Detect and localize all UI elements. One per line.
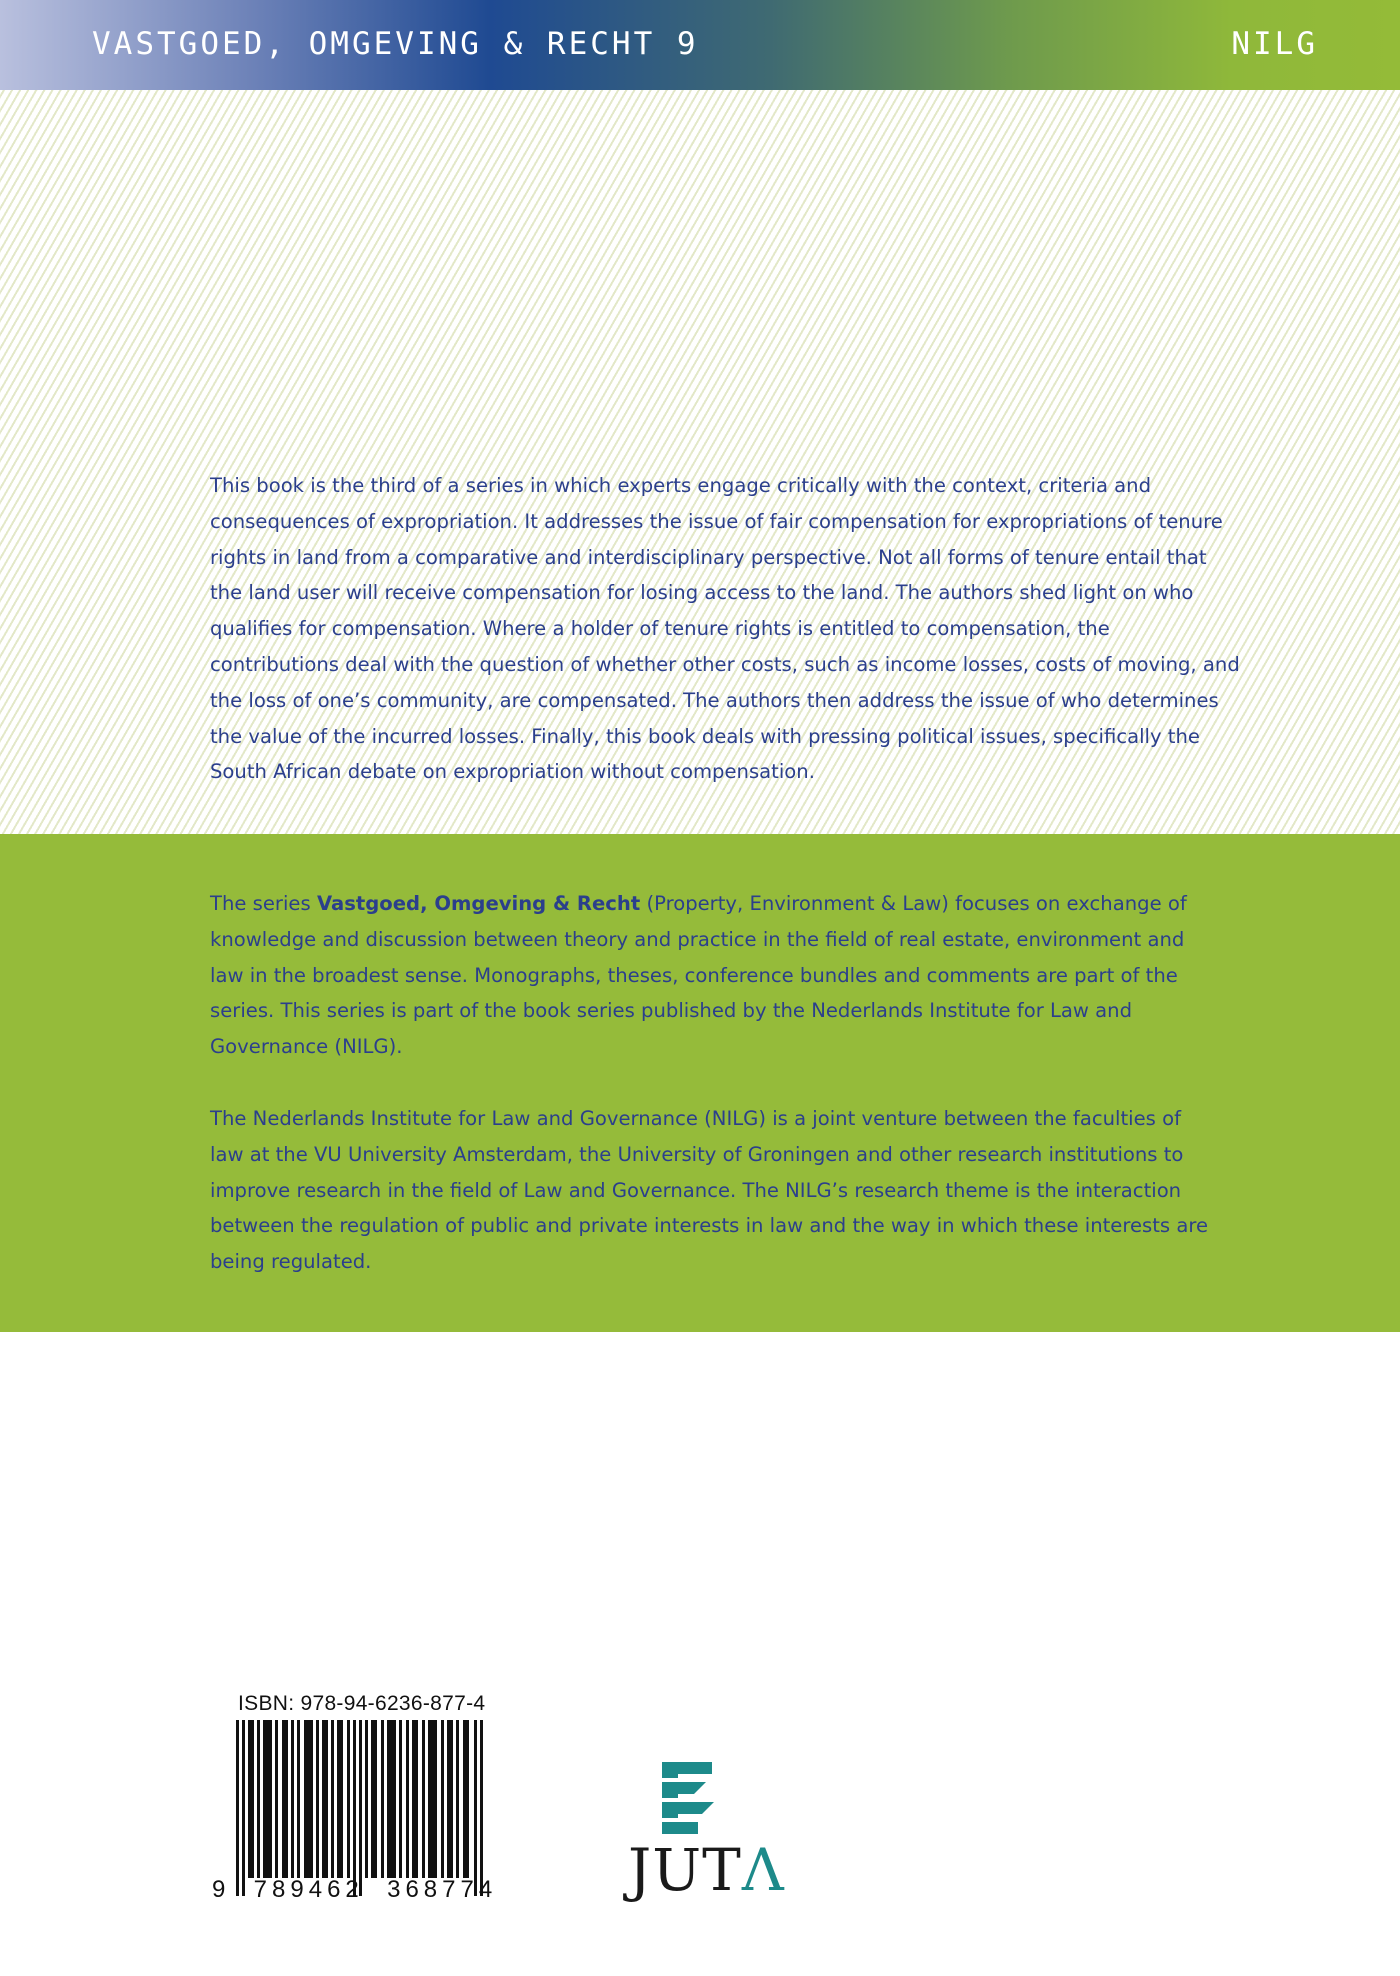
barcode-icon (236, 1720, 486, 1896)
header-bar (0, 0, 1400, 90)
series-description-lead: The series (210, 892, 317, 915)
book-description: This book is the third of a series in which experts engage critically with the context, criteria and consequences of expropriation. It addresses the issue of fair compensation for expropriations of tenure rights in land from a comparative and interdisciplinary perspective. Not all forms of tenure entail that the land user will receive compensation for losing access to the land. The authors shed light on who qualifies for compensation. Where a holder of tenure rights is entitled to compensation, the contributions deal with the question of whether other costs, such as income losses, costs of moving, and the loss of one’s community, are compensated. The authors then address the issue of who determines the value of the incurred losses. Finally, this book deals with pressing political issues, specifically the South African debate on expropriation without compensation. (210, 474, 1240, 784)
series-title: VASTGOED, OMGEVING & RECHT 9 (92, 26, 699, 62)
juta-logo-main: JUT (628, 1836, 742, 1904)
juta-books-icon (628, 1762, 734, 1838)
barcode-digits: 9 789462 368774 (212, 1876, 498, 1903)
publisher-label: NILG (1231, 26, 1318, 62)
series-description (210, 886, 1220, 1065)
series-description-rest: (Property, Environment & Law) focuses on exchange of knowledge and discussion between theory and practice in the field of real estate, environment and law in the broadest sense. Monographs, theses, conference bundles and comments are part of the series. This series is part of the book series published by the Nederlands Institute for Law and Governance (NILG). (210, 892, 1187, 1059)
isbn-label: ISBN: 978-94-6236-877-4 (238, 1692, 486, 1715)
nilg-description: The Nederlands Institute for Law and Governance (NILG) is a joint venture between the faculties of law at the VU University Amsterdam, the University of Groningen and other research institutions to improve research in the field of Law and Governance. The NILG’s research theme is the interaction between the regulation of public and private interests in law and the way in which these interests are being regulated. (210, 1107, 1209, 1274)
juta-logo-accent: Λ (741, 1836, 785, 1904)
series-name: Vastgoed, Omgeving & Recht (316, 892, 641, 915)
juta-logo-text (628, 1836, 785, 1904)
